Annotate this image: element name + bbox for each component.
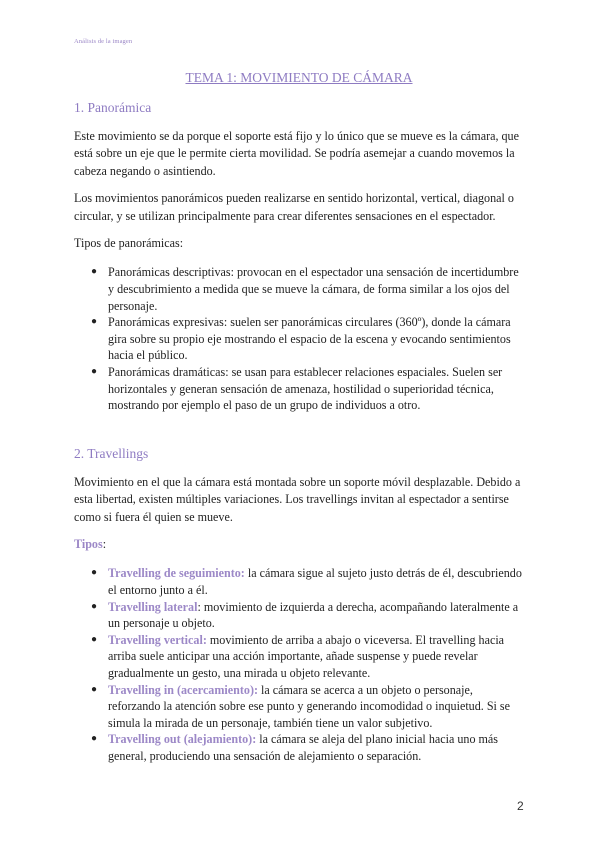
section-heading-panoramica: 1. Panorámica <box>74 100 152 115</box>
list-item <box>74 682 524 732</box>
section-heading-travellings: 2. Travellings <box>74 445 149 461</box>
list-item-text: Panorámicas expresivas: suelen ser panorámicas circulares (360º), donde la cámara gira sobre su propio eje mostrando el espacio de la escena y evocando sentimientos hacia el público. <box>108 315 511 363</box>
paragraph: Tipos de panorámicas: <box>74 236 184 251</box>
paragraph: Los movimientos panorámicos pueden realizarse en sentido horizontal, vertical, diagonal o circular, y se utilizan principalmente para crear diferentes sensaciones en el espectador. <box>74 191 514 223</box>
bullet-icon: ● <box>91 633 98 645</box>
list-item-term: Travelling in (acercamiento): <box>108 682 259 697</box>
travelling-types-list <box>74 565 524 764</box>
bullet-icon: ● <box>91 600 98 612</box>
bullet-icon: ● <box>91 683 98 695</box>
list-item-text: la cámara sigue al sujeto justo detrás de él, descubriendo el entorno junto a él. <box>108 566 522 597</box>
list-item <box>74 364 524 414</box>
bullet-icon: ● <box>91 733 98 745</box>
list-item-term: Travelling vertical: <box>108 632 207 647</box>
running-header: Análisis de la imagen <box>74 38 133 45</box>
list-item <box>74 632 524 682</box>
paragraph: Este movimiento se da porque el soporte está fijo y lo único que se mueve es la cámara, que está sobre un eje que le permite cierta movilidad. Se podría asemejar a cuando movemos la cabeza negando o asintiendo. <box>74 129 519 178</box>
list-item <box>74 314 524 364</box>
document-title: TEMA 1: MOVIMIENTO DE CÁMARA <box>185 70 413 85</box>
list-item-text: la cámara se aleja del plano inicial hacia uno más general, produciendo una sensación de alejamiento o separación. <box>108 732 498 763</box>
list-item-text: Panorámicas dramáticas: se usan para establecer relaciones espaciales. Suelen ser horizontales y generan sensación de amenaza, hostilidad o superioridad técnica, mostrando por ejemplo el paso de un grupo de individuos a otro. <box>108 365 503 413</box>
paragraph: Movimiento en el que la cámara está montada sobre un soporte móvil desplazable. Debido a esta libertad, existen múltiples variaciones. Los travellings invitan al espectador a sentirse como si fuera él quien se mueve. <box>74 474 521 524</box>
bullet-icon: ● <box>91 366 98 377</box>
bullet-icon: ● <box>91 567 98 579</box>
list-item-term: Travelling lateral <box>108 599 198 614</box>
page-number: 2 <box>517 799 524 813</box>
tipos-label: Tipos <box>74 537 103 551</box>
list-item <box>74 731 524 764</box>
bullet-icon: ● <box>91 266 98 278</box>
list-item-text: : movimiento de izquierda a derecha, acompañando lateralmente a un personaje u objeto. <box>108 599 519 631</box>
bullet-icon: ● <box>91 316 98 328</box>
list-item <box>74 599 524 632</box>
list-item-term: Travelling out (alejamiento): <box>108 732 257 747</box>
list-item-text: Panorámicas descriptivas: provocan en el espectador una sensación de incertidumbre y descubrimiento a medida que se mueve la cámara, de forma similar a los ojos del personaje. <box>108 265 519 313</box>
list-item <box>74 264 524 314</box>
tipos-colon: : <box>102 537 107 551</box>
panoramica-types-list <box>74 264 524 413</box>
page-content <box>74 70 524 765</box>
list-item-text: movimiento de arriba a abajo o viceversa. El travelling hacia arriba suele anticipar una acción importante, añade suspense y puede revelar gradualmente un gesto, una mirada u objeto relevante. <box>108 632 505 680</box>
list-item-term: Travelling de seguimiento: <box>108 566 245 581</box>
list-item <box>74 565 524 598</box>
list-item-text: la cámara se acerca a un objeto o personaje, reforzando la atención sobre ese punto y generando incomodidad o inquietud. Si se simula la mirada de un personaje, también tiene un valor subjetivo. <box>108 682 510 730</box>
tipos-heading <box>74 536 524 553</box>
